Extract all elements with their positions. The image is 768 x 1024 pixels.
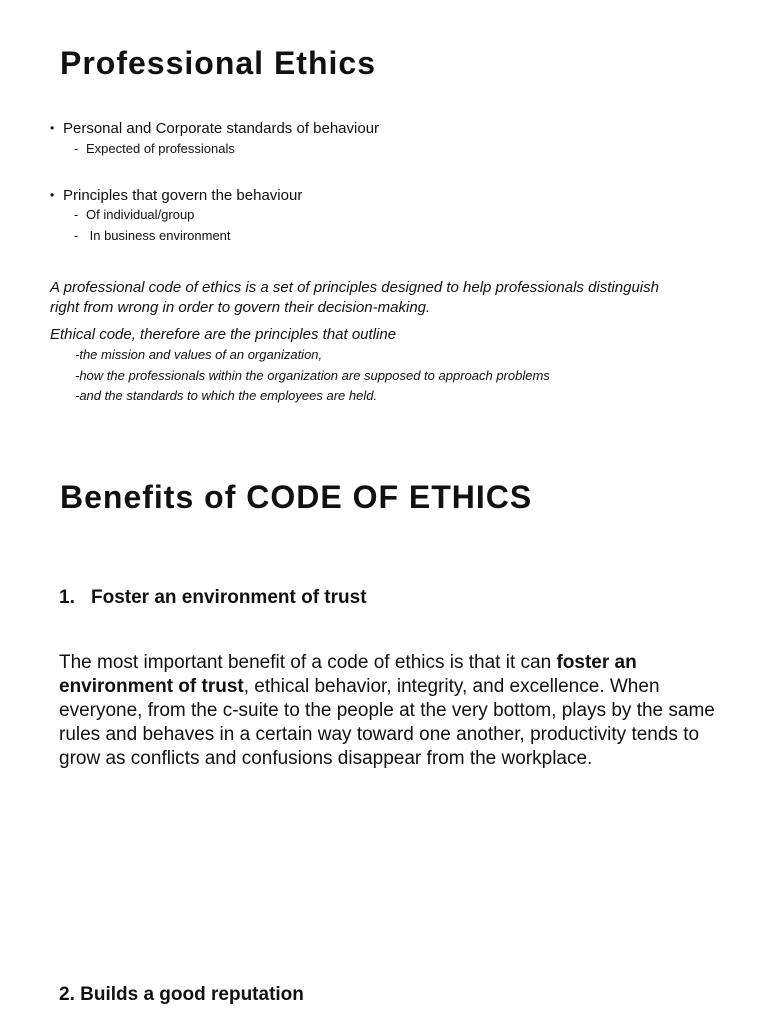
item-number: 1. xyxy=(59,587,75,608)
dash-icon: - xyxy=(74,228,79,243)
sub-item xyxy=(74,228,231,244)
sub-item xyxy=(74,207,194,223)
section-title: Benefits of CODE OF ETHICS xyxy=(60,479,533,515)
bullet-dot-icon: • xyxy=(50,188,55,202)
numbered-heading xyxy=(59,587,367,609)
page-title: Professional Ethics xyxy=(60,45,376,81)
sub-item-text: Expected of professionals xyxy=(86,141,235,156)
item-heading: 2. Builds a good reputation xyxy=(59,984,304,1005)
sub-item-text: Of individual/group xyxy=(86,207,195,222)
bullet-text: Personal and Corporate standards of behaviour xyxy=(63,120,380,137)
paragraph-text: The most important benefit of a code of ethics is that it can xyxy=(59,652,557,673)
paragraph-bold-text: foster an environment of trust xyxy=(59,652,637,697)
outline-item: -how the professionals within the organization are supposed to approach problems xyxy=(75,368,550,383)
item-heading: Foster an environment of trust xyxy=(91,587,367,608)
sub-item-text: In business environment xyxy=(86,228,231,243)
dash-icon: - xyxy=(74,207,79,222)
bullet-dot-icon: • xyxy=(50,121,55,135)
dash-icon: - xyxy=(74,141,79,156)
paragraph-text: , ethical behavior, integrity, and excellence. When everyone, from the c-suite to the people at the very bottom, plays by the same rules and behaves in a certain way toward one another, productivity tends to grow as conflicts and confusions disappear from the workplace. xyxy=(59,676,715,769)
sub-item xyxy=(74,141,235,157)
numbered-heading xyxy=(59,984,304,1006)
bullet-item xyxy=(50,186,302,205)
bullet-item xyxy=(50,119,379,138)
outline-intro: Ethical code, therefore are the principles that outline xyxy=(50,326,397,343)
definition-paragraph: A professional code of ethics is a set of principles designed to help professionals distinguish right from wrong in order to govern their decision-making. xyxy=(50,279,659,316)
bullet-text: Principles that govern the behaviour xyxy=(63,187,303,204)
outline-item: -the mission and values of an organization, xyxy=(75,347,323,362)
benefit-paragraph xyxy=(59,651,719,771)
outline-item: -and the standards to which the employees are held. xyxy=(75,388,378,403)
